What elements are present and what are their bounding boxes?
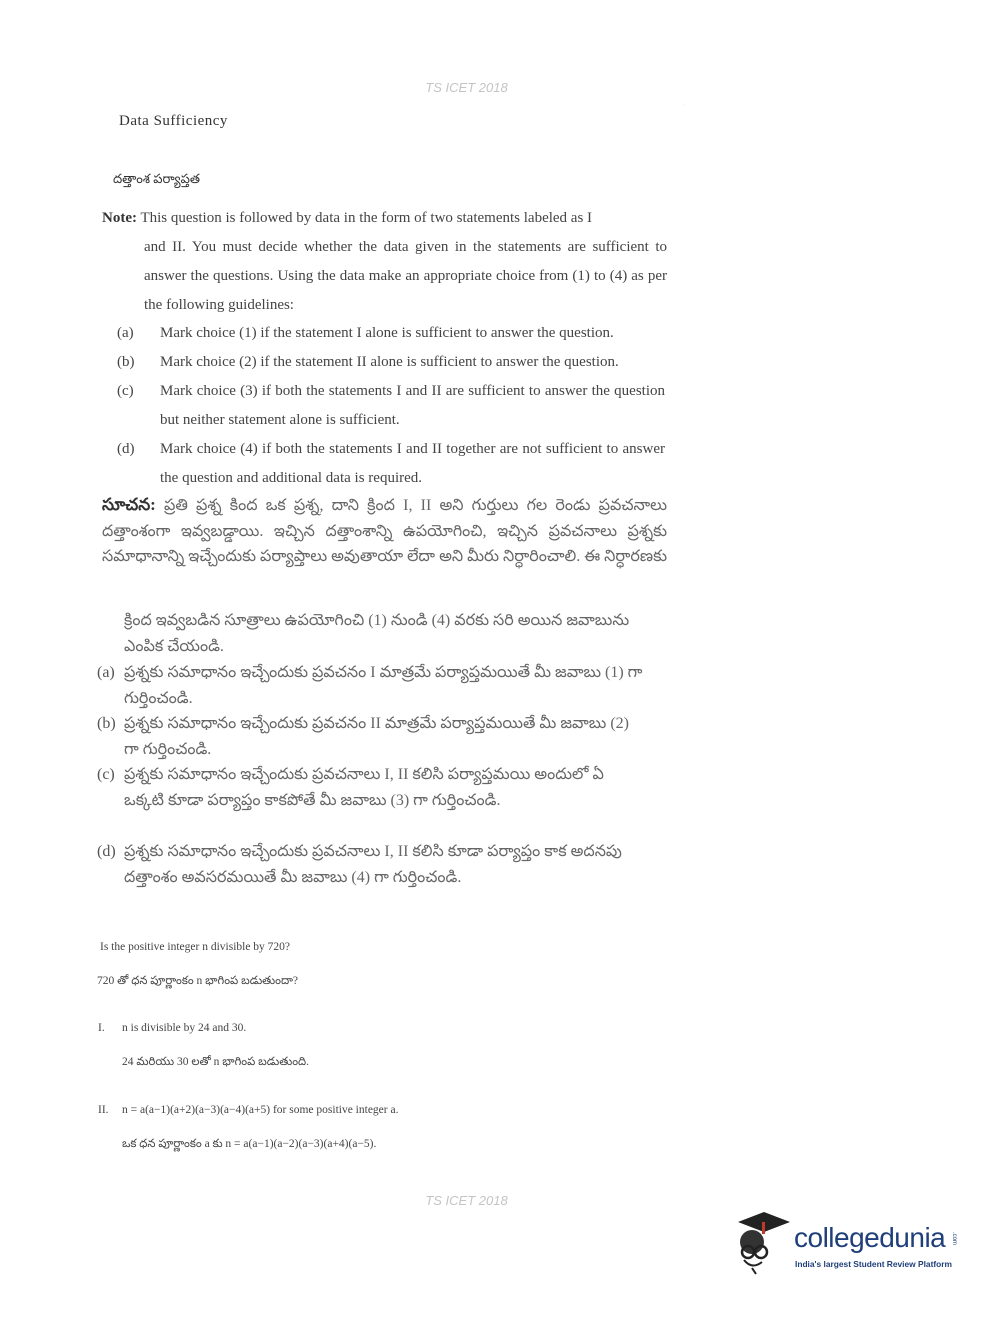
statement-1-telugu: 24 మరియు 30 లతో n భాగింప బడుతుంది. xyxy=(122,1056,310,1068)
logo-tagline: India's largest Student Review Platform xyxy=(795,1259,952,1269)
note-rest: and II. You must decide whether the data given in the statements are sufficient to answer the questions. Using the data make an appropriate choice from (1) to (4) as per the following guidelines: xyxy=(144,239,667,313)
telugu-note-para2: క్రింద ఇవ్వబడిన సూత్రాలు ఉపయోగించి (1) నుండి (4) వరకు సరి అయిన జవాబును ఎంపిక చేయండి. xyxy=(124,612,630,655)
student-mascot-icon xyxy=(734,1208,796,1280)
option-label: (a) xyxy=(117,325,134,341)
option-label: (d) xyxy=(97,843,116,860)
option-text: Mark choice (3) if both the statements I and II are sufficient to answer the question but neither statement alone is sufficient. xyxy=(160,383,665,428)
option-d xyxy=(117,435,667,493)
option-text: ప్రశ్నకు సమాధానం ఇచ్చేందుకు ప్రవచనం I మాత్రమే పర్యాప్తమయితే మీ జవాబు (1) గా గుర్తించండి. xyxy=(124,664,643,707)
option-text: Mark choice (4) if both the statements I and II together are not sufficient to answer the question and additional data is required. xyxy=(160,441,665,486)
option-label: (d) xyxy=(117,441,135,457)
note-paragraph xyxy=(102,204,667,320)
speck: · xyxy=(683,102,685,108)
option-c xyxy=(117,377,667,435)
option-label: (b) xyxy=(97,715,116,732)
question-english: Is the positive integer n divisible by 720? xyxy=(100,941,291,953)
option-text: Mark choice (1) if the statement I alone is sufficient to answer the question. xyxy=(160,325,614,341)
telugu-option-b xyxy=(97,711,647,762)
logo-wordmark: collegedunia xyxy=(794,1222,946,1253)
option-label: (c) xyxy=(117,383,134,399)
statement-1-label: I. xyxy=(98,1022,105,1034)
note-line1: This question is followed by data in the form of two statements labeled as I xyxy=(140,210,593,226)
watermark-bottom: TS ICET 2018 xyxy=(425,1193,508,1208)
option-text: ప్రశ్నకు సమాధానం ఇచ్చేందుకు ప్రవచనాలు I, II కలిసి పర్యాప్తమయి అందులో ఏ ఒక్కటి కూడా పర్యాప్తం కాకపోతే మీ జవాబు (3) గా గుర్తించండి. xyxy=(124,766,604,809)
option-b xyxy=(117,348,667,377)
statement-2-english: n = a(a−1)(a+2)(a−3)(a−4)(a+5) for some positive integer a. xyxy=(122,1104,399,1116)
section-heading: Data Sufficiency xyxy=(119,113,228,129)
option-text: ప్రశ్నకు సమాధానం ఇచ్చేందుకు ప్రవచనం II మాత్రమే పర్యాప్తమయితే మీ జవాబు (2) గా గుర్తించండి. xyxy=(124,715,629,758)
telugu-note-label: సూచన: xyxy=(102,495,156,514)
option-label: (a) xyxy=(97,664,115,681)
note-label: Note: xyxy=(102,210,137,226)
question-telugu: 720 తో ధన పూర్ణాంకం n భాగింప బడుతుందా? xyxy=(97,975,299,987)
statement-2-telugu: ఒక ధన పూర్ణాంకం a కు n = a(a−1)(a−2)(a−3)(a+4)(a−5). xyxy=(122,1138,377,1150)
option-text: Mark choice (2) if the statement II alone is sufficient to answer the question. xyxy=(160,354,619,370)
section-heading-telugu: దత్తాంశ పర్యాప్తత xyxy=(113,171,200,186)
telugu-note-para1: ప్రతి ప్రశ్న కింద ఒక ప్రశ్న, దాని క్రింద I, II అని గుర్తులు గల రెండు ప్రవచనాలు దత్తాంశంగా ఇవ్వబడ్డాయి. ఇచ్చిన దత్తాంశాన్ని ఉపయోగించి, ఇచ్చిన ప్రవచనాలు ప్రశ్నకు సమాధానాన్ని ఇచ్చేందుకు పర్యాప్తాలు అవుతాయా లేదా అని మీరు నిర్ధారించాలి. ఈ నిర్ధారణకు xyxy=(102,497,667,566)
statement-1-english: n is divisible by 24 and 30. xyxy=(122,1022,247,1034)
telugu-note xyxy=(102,492,667,570)
logo-dotcom: .com xyxy=(951,1232,957,1246)
option-a xyxy=(117,319,667,348)
statement-2-label: II. xyxy=(98,1104,109,1116)
option-label: (c) xyxy=(97,766,115,783)
telugu-option-c xyxy=(97,762,647,813)
option-text: ప్రశ్నకు సమాధానం ఇచ్చేందుకు ప్రవచనాలు I, II కలిసి కూడా పర్యాప్తం కాక అదనపు దత్తాంశం అవసరమయితే మీ జవాబు (4) గా గుర్తించండి. xyxy=(124,843,622,886)
telugu-option-d xyxy=(97,839,647,890)
telugu-option-a xyxy=(97,660,647,711)
watermark-top: TS ICET 2018 xyxy=(425,80,508,95)
option-label: (b) xyxy=(117,354,135,370)
